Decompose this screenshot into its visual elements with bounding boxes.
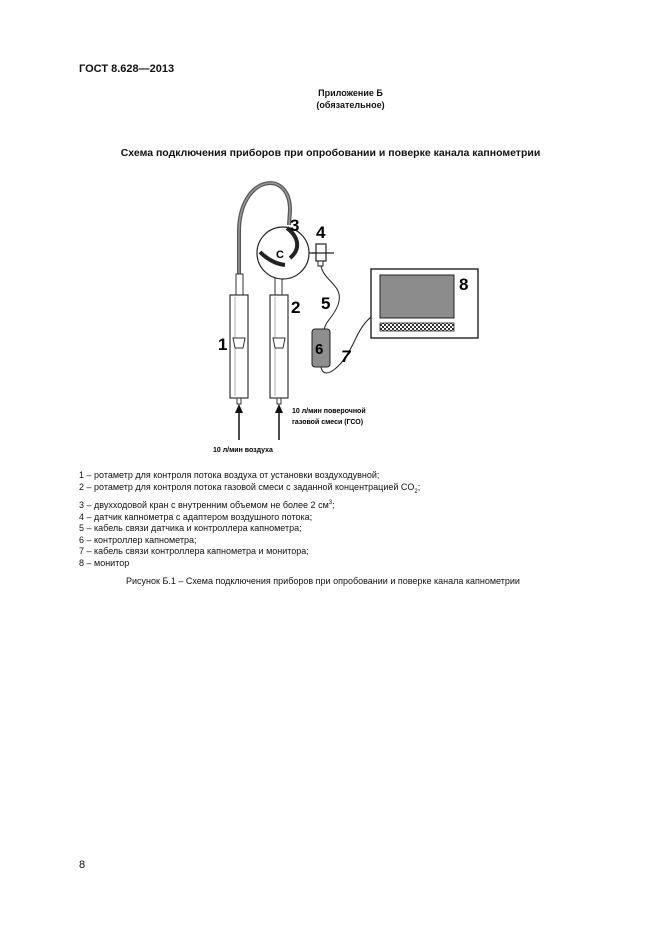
page-number: 8: [79, 859, 86, 871]
legend: [79, 470, 420, 570]
label-2: 2: [291, 298, 301, 317]
label-6: 6: [315, 341, 324, 358]
legend-item: 4 – датчик капнометра с адаптером воздушного потока;: [79, 511, 313, 522]
label-3: 3: [290, 216, 300, 235]
legend-item: 3 – двухходовой кран с внутренним объемом не более 2 $см^3$;: [79, 499, 335, 510]
legend-item: 2 – ротаметр для контроля потока газовой смеси с заданной концентрацией $CO_2$;: [79, 481, 421, 495]
flow-gas-label-line2: газовой смеси (ГСО): [292, 419, 364, 426]
label-1: 1: [218, 335, 228, 354]
legend-item: 5 – кабель связи датчика и контроллера капнометра;: [79, 523, 302, 534]
label-8: 8: [459, 275, 469, 294]
legend-item: 1 – ротаметр для контроля потока воздуха от установки воздуходувной;: [79, 470, 380, 480]
flow-gas-label-line1: 10 л/мин поверочной: [292, 408, 366, 415]
legend-item: 8 – монитор: [79, 557, 130, 568]
label-4: 4: [316, 223, 326, 242]
rotameter-2: [270, 277, 288, 404]
legend-item: 7 – кабель связи контроллера капнометра и монитора;: [79, 546, 309, 557]
valve-letter: С: [276, 249, 284, 261]
rotameter-1: [230, 274, 248, 404]
scheme-title: Схема подключения приборов при опробовании и поверке канала капнометрии: [120, 147, 541, 159]
flow-air-label: 10 л/мин воздуха: [213, 447, 273, 454]
legend-item: 6 – контроллер капнометра;: [79, 534, 197, 545]
appendix-status: (обязательное): [316, 100, 385, 110]
label-5: 5: [321, 294, 331, 313]
sensor-4: [312, 244, 334, 266]
figure-caption: Рисунок Б.1 – Схема подключения приборов при опробовании и поверке канала капнометрии: [126, 576, 520, 586]
label-7: 7: [341, 347, 351, 366]
document-code: ГОСТ 8.628—2013: [79, 63, 175, 75]
appendix-title: Приложение Б: [318, 88, 383, 98]
